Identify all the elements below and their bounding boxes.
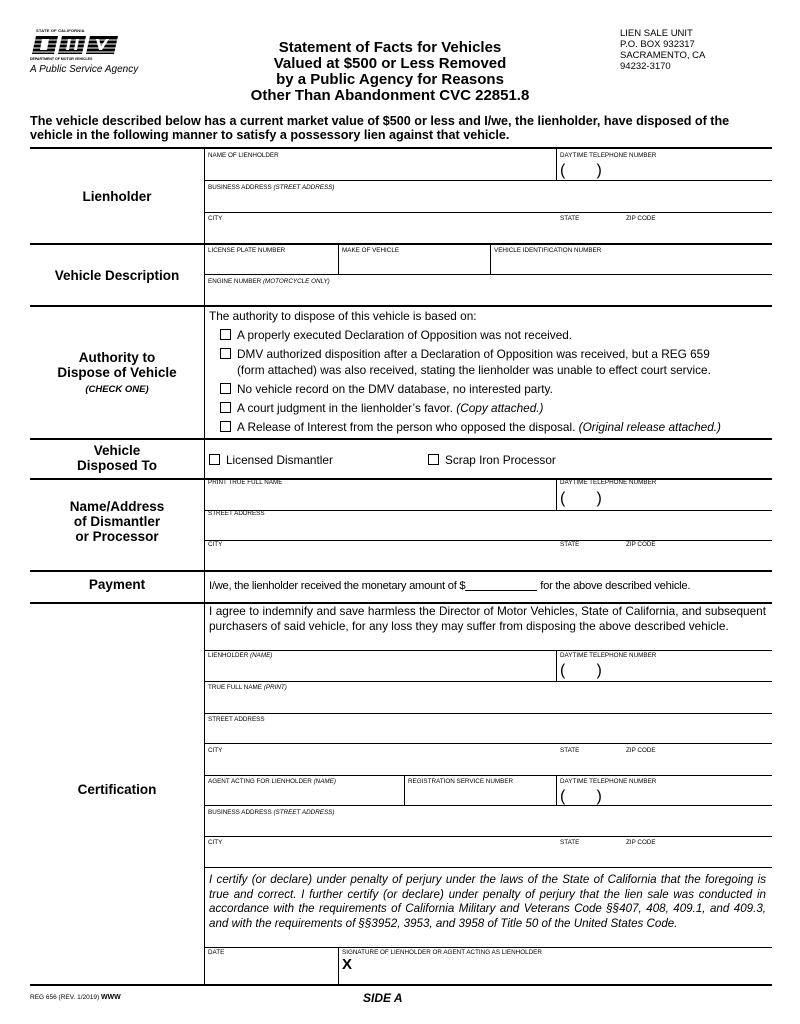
payment-text-b: for the above described vehicle. [540,580,691,592]
label-text: BUSINESS ADDRESS [208,184,272,191]
dmv-logo-mark [30,34,120,56]
field-divider [556,149,557,180]
perjury-statement: I certify (or declare) under penalty of perjury under the laws of the State of California that the foregoing is true and correct. I further certify (or declare) under penalty of perjury that the lien sale was conducted in accordance with the requirements of California Military and Veterans Code §§407, 408, 409.1, and 409.3, and with the requirements of §§3952, 3953, and 3958 of Title 50 of the United States Code. [209,873,766,930]
field-label-vin: VEHICLE IDENTIFICATION NUMBER [494,247,602,254]
checkbox[interactable] [209,454,220,465]
field-label-city: CITY [208,541,223,548]
mailing-address [620,28,705,72]
option-text: A court judgment in the lienholder’s favor. [237,401,453,415]
authority-option-5[interactable] [220,420,721,435]
logo-department-text: DEPARTMENT OF MOTOR VEHICLES [30,57,93,61]
label-line: Disposed To [76,458,157,473]
field-label-print-name: PRINT TRUE FULL NAME [208,479,283,486]
authority-option-2[interactable] [220,347,710,362]
authority-option-1[interactable] [220,328,572,343]
section-label-authority [30,350,204,397]
label-note: (MOTORCYCLE ONLY) [262,278,330,285]
field-underline [204,805,772,806]
checkbox[interactable] [220,348,231,359]
field-label-business-address [208,809,334,817]
label-text: LIENHOLDER [208,652,249,659]
field-label-zip: ZIP CODE [626,747,656,754]
label-line: Name/Address [69,499,165,514]
field-divider [556,479,557,510]
field-label-true-name [208,684,287,692]
label-note: (PRINT) [263,684,287,691]
field-underline [204,650,772,651]
option-note: (Original release attached.) [578,420,721,434]
form-title [200,40,580,104]
label-text: TRUE FULL NAME [208,684,262,691]
label-note: (STREET ADDRESS) [273,809,335,816]
label-line: or Processor [75,529,159,544]
form-header [0,0,800,110]
payment-amount-field[interactable] [465,580,537,591]
phone-area-code-parens[interactable]: ( ) [560,788,602,805]
field-divider [338,244,339,274]
field-label-street: STREET ADDRESS [208,510,265,517]
authority-option-3[interactable] [220,382,553,397]
authority-option-2-continued: (form attached) was also received, stating the lienholder was unable to effect court service. [237,363,711,377]
field-underline [204,867,772,868]
section-divider [30,438,772,440]
label-note: (STREET ADDRESS) [273,184,335,191]
label-line: of Dismantler [73,514,161,529]
field-underline [204,180,772,181]
logo-state-text: STATE OF CALIFORNIA [36,28,85,33]
authority-option-4[interactable] [220,401,543,416]
title-line: Valued at $500 or Less Removed [273,55,507,72]
field-underline [204,775,772,776]
section-label-lienholder: Lienholder [82,189,152,204]
label-text: ENGINE NUMBER [208,278,262,285]
form-id [30,994,121,1001]
payment-statement [209,579,690,594]
title-line: Statement of Facts for Vehicles [278,39,502,56]
indemnify-statement: I agree to indemnify and save harmless the Director of Motor Vehicles, State of California, and subsequent purchasers of said vehicle, for any loss they may suffer from disposing the above described vehicle. [209,604,766,633]
section-label-certification: Certification [77,782,157,797]
field-label-agent [208,778,336,786]
field-label-phone: DAYTIME TELEPHONE NUMBER [560,479,657,486]
section-label-dismantler [30,499,204,544]
field-label-state: STATE [560,541,580,548]
field-label-lienholder-name: NAME OF LIENHOLDER [208,152,279,159]
section-label-vehicle: Vehicle Description [54,268,180,283]
checkbox[interactable] [220,329,231,340]
section-divider [30,984,772,986]
field-label-city: CITY [208,747,223,754]
address-line: LIEN SALE UNIT [620,28,693,39]
label-line: Authority to [78,350,156,365]
field-divider [556,775,557,805]
field-label-date: DATE [208,949,225,956]
address-line: SACRAMENTO, CA [620,50,706,61]
option-text: A Release of Interest from the person who opposed the disposal. [237,420,576,434]
field-underline [204,836,772,837]
checkbox[interactable] [428,454,439,465]
field-label-make: MAKE OF VEHICLE [342,247,400,254]
phone-area-code-parens[interactable]: ( ) [560,490,602,507]
field-underline [204,743,772,744]
field-label-city: CITY [208,215,223,222]
field-label-business-address [208,184,334,192]
title-line: Other Than Abandonment CVC 22851.8 [250,87,530,104]
label-column-divider [204,147,205,985]
field-label-state: STATE [560,747,580,754]
field-underline [204,510,772,511]
field-divider [338,947,339,984]
field-label-zip: ZIP CODE [626,839,656,846]
field-label-phone: DAYTIME TELEPHONE NUMBER [560,778,657,785]
form-revision: REG 656 (REV. 1/2019) [30,994,100,1001]
field-label-state: STATE [560,215,580,222]
section-divider [30,478,772,480]
dmv-logo [30,28,140,75]
section-divider [30,305,772,307]
option-text: A properly executed Declaration of Opposition was not received. [237,328,573,342]
phone-area-code-parens[interactable]: ( ) [560,662,602,679]
field-label-lienholder-name [208,652,272,660]
option-text: No vehicle record on the DMV database, no interested party. [237,382,553,396]
field-underline [204,274,772,275]
field-divider [404,775,405,805]
field-divider [556,650,557,681]
form-suffix: WWW [100,994,121,1001]
phone-area-code-parens[interactable]: ( ) [560,162,602,179]
agency-tagline: A Public Service Agency [30,64,139,75]
section-divider [30,243,772,245]
field-underline [204,681,772,682]
field-label-signature: SIGNATURE OF LIENHOLDER OR AGENT ACTING AS LIENHOLDER [342,949,542,956]
field-label-plate: LICENSE PLATE NUMBER [208,247,286,254]
field-label-city: CITY [208,839,223,846]
signature-mark[interactable]: X [342,956,353,973]
field-label-state: STATE [560,839,580,846]
field-label-reg-service: REGISTRATION SERVICE NUMBER [408,778,514,785]
form-body [30,147,772,985]
field-label-zip: ZIP CODE [626,541,656,548]
title-line: by a Public Agency for Reasons [276,71,504,88]
disposed-option-dismantler[interactable] [209,453,333,468]
label-note: (NAME) [250,652,273,659]
address-line: P.O. BOX 932317 [620,39,695,50]
label-note: (NAME) [313,778,336,785]
address-line: 94232-3170 [620,61,671,72]
field-label-engine [208,278,330,286]
section-label-payment: Payment [88,577,146,592]
page-side: SIDE A [363,991,403,1005]
field-label-zip: ZIP CODE [626,215,656,222]
field-underline [204,540,772,541]
field-label-street: STREET ADDRESS [208,716,265,723]
label-text: BUSINESS ADDRESS [208,809,272,816]
checkbox[interactable] [220,383,231,394]
field-divider [490,244,491,274]
field-label-phone: DAYTIME TELEPHONE NUMBER [560,152,657,159]
section-divider [30,570,772,572]
label-text: AGENT ACTING FOR LIENHOLDER [208,778,312,785]
check-one-note: (CHECK ONE) [85,384,149,395]
option-text: DMV authorized disposition after a Declaration of Opposition was received, but a REG 659 [237,347,710,361]
section-divider [30,147,772,149]
disposed-option-scrap[interactable] [428,453,556,468]
checkbox[interactable] [220,402,231,413]
authority-lead-text: The authority to dispose of this vehicle is based on: [209,309,477,323]
field-underline [204,947,772,948]
field-underline [204,713,772,714]
field-label-phone: DAYTIME TELEPHONE NUMBER [560,652,657,659]
label-line: Dispose of Vehicle [57,365,177,380]
field-underline [204,212,772,213]
option-text: Licensed Dismantler [226,453,333,467]
checkbox[interactable] [220,421,231,432]
option-text: Scrap Iron Processor [445,453,556,467]
section-label-disposed [30,443,204,473]
option-note: (Copy attached.) [456,401,544,415]
intro-statement: The vehicle described below has a current market value of $500 or less and I/we, the lienholder, have disposed of the vehicle in the following manner to satisfy a possessory lien against that vehicle. [30,114,730,142]
payment-text-a: I/we, the lienholder received the monetary amount of $ [209,580,466,592]
label-line: Vehicle [93,443,141,458]
